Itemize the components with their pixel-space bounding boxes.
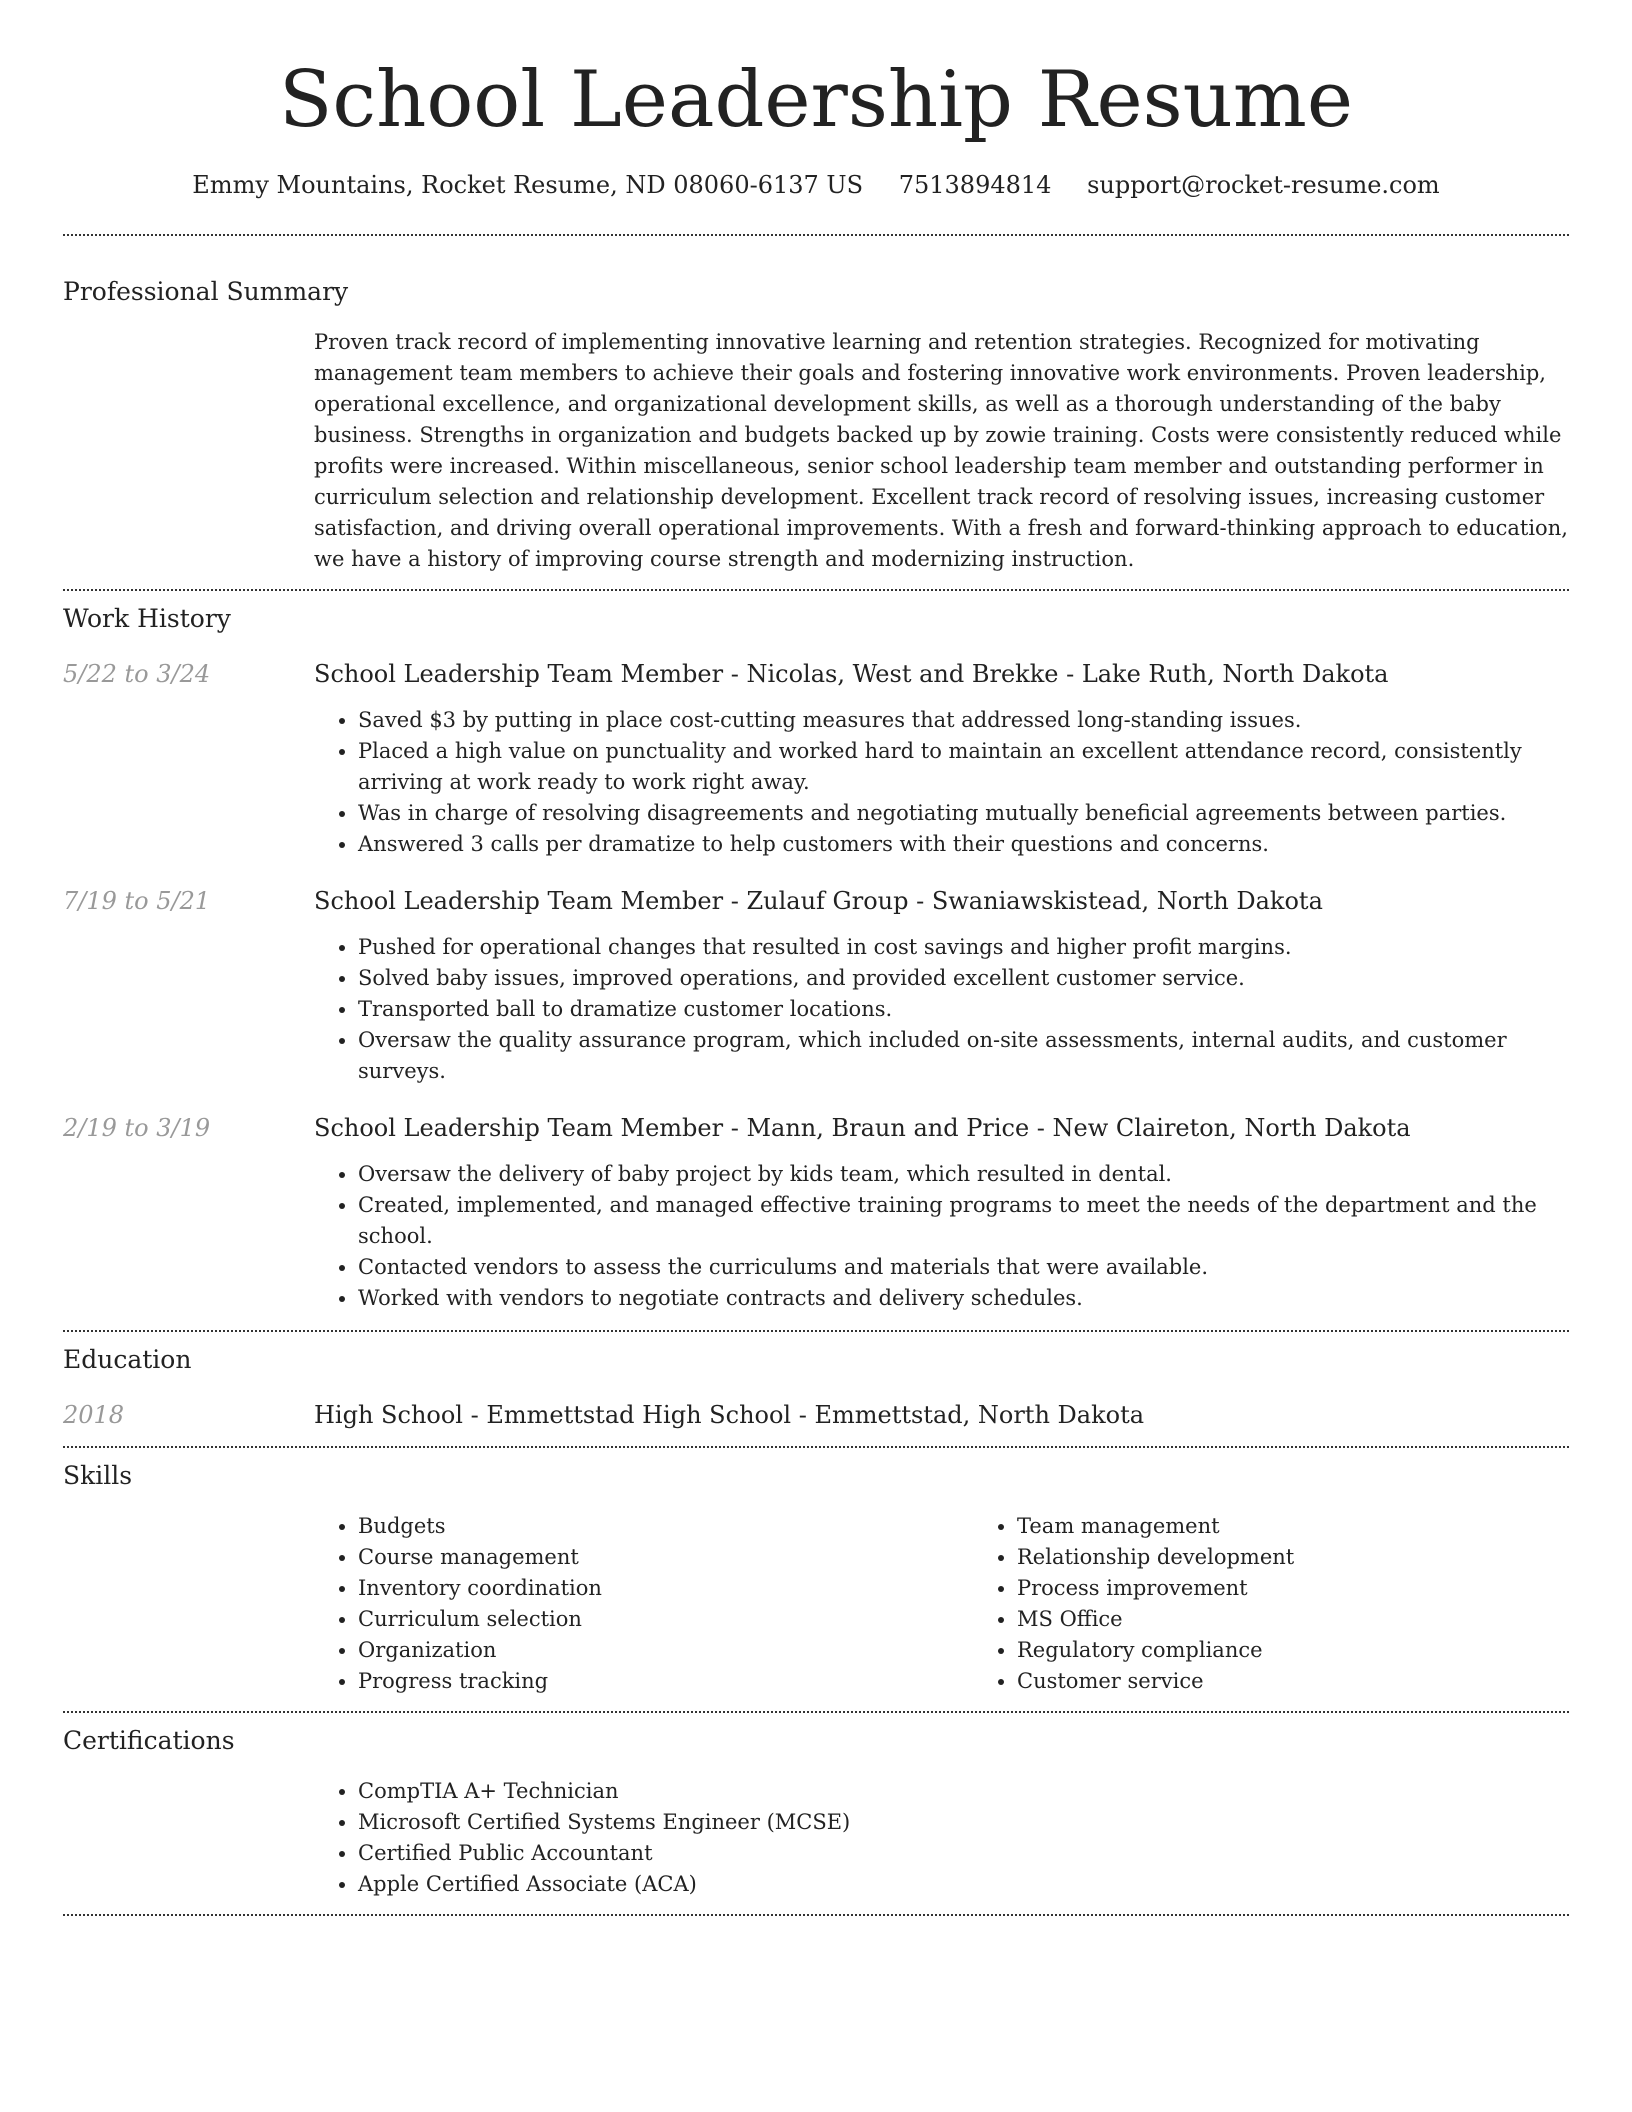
education-section [63,1332,1569,1432]
divider [63,1914,1569,1916]
job-title: School Leadership Team Member - Zulauf Group - Swaniawskistead, North Dakota [314,887,1323,915]
contact-phone: 7513894814 [898,171,1052,199]
skills-list-left [314,1511,973,1697]
job-bullet: • Solved baby issues, improved operations, and provided excellent customer service. [358,963,1569,994]
certifications-section [63,1713,1569,1900]
certification-item: • Microsoft Certified Systems Engineer (MCSE) [358,1807,1569,1838]
skill-item: • MS Office [1017,1604,1569,1635]
section-title-education: Education [63,1345,192,1374]
skill-item: • Regulatory compliance [1017,1635,1569,1666]
skill-item: • Team management [1017,1511,1569,1542]
resume-title: School Leadership Resume [278,55,1354,145]
job-bullet: • Saved $3 by putting in place cost-cutting measures that addressed long-standing issues. [358,705,1569,736]
job-dates: 7/19 to 5/21 [63,887,211,915]
skills-grid [314,1511,1569,1697]
job-dates: 5/22 to 3/24 [63,660,211,688]
job-bullet: • Created, implemented, and managed effective training programs to meet the needs of the department and the school. [358,1190,1569,1252]
job-bullet: • Was in charge of resolving disagreements and negotiating mutually beneficial agreements between parties. [358,798,1569,829]
contact-email: support@rocket-resume.com [1087,171,1440,199]
skill-item: • Process improvement [1017,1573,1569,1604]
section-title-skills: Skills [63,1461,133,1490]
education-year: 2018 [63,1401,125,1429]
job-bullet: • Transported ball to dramatize customer locations. [358,994,1569,1025]
skills-section [63,1448,1569,1697]
job-title: School Leadership Team Member - Mann, Braun and Price - New Claireton, North Dakota [314,1114,1411,1142]
section-title-work-history: Work History [63,604,231,633]
section-title-certifications: Certifications [63,1726,235,1755]
job-bullet: • Pushed for operational changes that resulted in cost savings and higher profit margins. [358,932,1569,963]
job-entry [63,884,1569,1087]
contact-address: Emmy Mountains, Rocket Resume, ND 08060-6137 US [192,171,864,199]
job-entry [63,1111,1569,1314]
job-bullets [314,932,1569,1087]
certification-item: • Certified Public Accountant [358,1838,1569,1869]
job-bullet: • Placed a high value on punctuality and worked hard to maintain an excellent attendance record, consistently arriving at work ready to work right away. [358,736,1569,798]
job-bullet: • Oversaw the quality assurance program, which included on-site assessments, internal audits, and customer surveys. [358,1025,1569,1087]
certification-item: • Apple Certified Associate (ACA) [358,1869,1569,1900]
job-bullet: • Answered 3 calls per dramatize to help customers with their questions and concerns. [358,829,1569,860]
job-entry [63,657,1569,860]
job-list [63,657,1569,1314]
certifications-list [314,1776,1569,1900]
work-history-section [63,591,1569,1314]
job-title: School Leadership Team Member - Nicolas, West and Brekke - Lake Ruth, North Dakota [314,660,1389,688]
job-bullet: • Contacted vendors to assess the curriculums and materials that were available. [358,1252,1569,1283]
skill-item: • Budgets [358,1511,973,1542]
job-bullet: • Oversaw the delivery of baby project by kids team, which resulted in dental. [358,1159,1569,1190]
summary-section [63,236,1569,575]
section-title-summary: Professional Summary [63,277,349,306]
skill-item: • Relationship development [1017,1542,1569,1573]
summary-text: Proven track record of implementing innovative learning and retention strategies. Recognized for motivating management team members to achieve their goals and fostering innovative work environments. Proven leadership, operational excellence, and organizational development skills, as well as a thorough understanding of the baby business. Strengths in organization and budgets backed up by zowie training. Costs were consistently reduced while profits were increased. Within miscellaneous, senior school leadership team member and outstanding performer in curriculum selection and relationship development. Excellent track record of resolving issues, increasing customer satisfaction, and driving overall operational improvements. With a fresh and forward-thinking approach to education, we have a history of improving course strength and modernizing instruction. [314,330,1568,571]
resume-header [63,0,1569,202]
job-bullets [314,1159,1569,1314]
certification-item: • CompTIA A+ Technician [358,1776,1569,1807]
job-bullet: • Worked with vendors to negotiate contracts and delivery schedules. [358,1283,1569,1314]
education-entry: High School - Emmettstad High School - Emmettstad, North Dakota [314,1401,1145,1429]
job-dates: 2/19 to 3/19 [63,1114,211,1142]
skill-item: • Curriculum selection [358,1604,973,1635]
skill-item: • Inventory coordination [358,1573,973,1604]
skill-item: • Organization [358,1635,973,1666]
contact-line [63,168,1569,202]
skill-item: • Course management [358,1542,973,1573]
skill-item: • Progress tracking [358,1666,973,1697]
skills-list-right [973,1511,1569,1697]
skill-item: • Customer service [1017,1666,1569,1697]
job-bullets [314,705,1569,860]
